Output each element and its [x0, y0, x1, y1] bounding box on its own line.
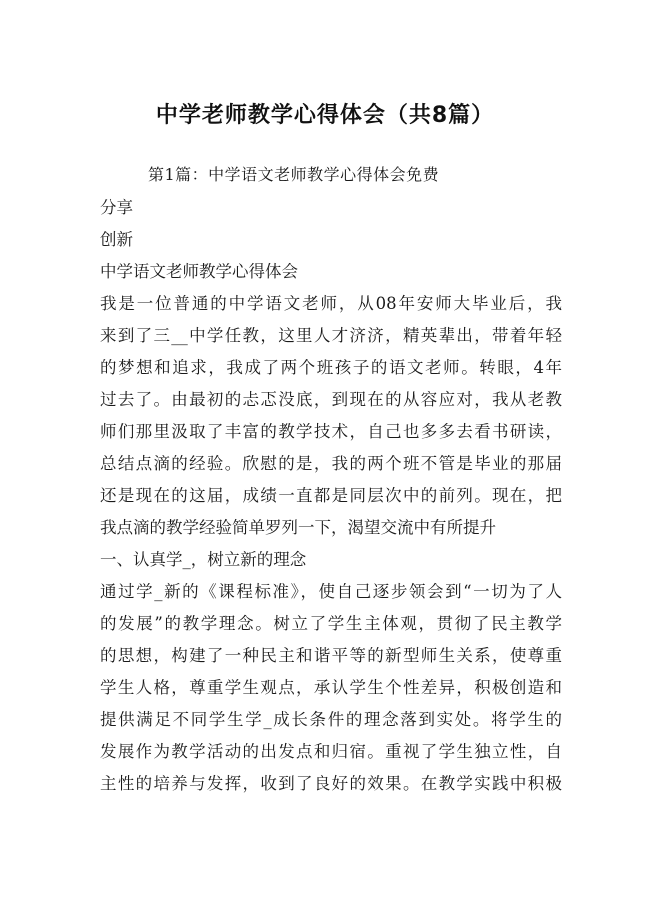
body-line: 通过学_新的《课程标准》，使自己逐步领会到“一切为了人	[100, 582, 562, 601]
body-line: 中学语文老师教学心得体会	[100, 262, 298, 281]
body-line: 还是现在的这届，成绩一直都是同层次中的前列。现在，把	[100, 486, 562, 505]
section-subtitle: 第1篇：中学语文老师教学心得体会免费	[148, 165, 440, 184]
body-line: 的梦想和追求，我成了两个班孩子的语文老师。转眼，4年	[100, 358, 562, 377]
body-line: 我是一位普通的中学语文老师，从08年安师大毕业后，我	[100, 294, 562, 313]
body-line: 的发展”的教学理念。树立了学生主体观，贯彻了民主教学	[100, 614, 562, 633]
body-line: 主性的培养与发挥，收到了良好的效果。在教学实践中积极	[100, 774, 562, 793]
body-line: 学生人格，尊重学生观点，承认学生个性差异，积极创造和	[100, 678, 562, 697]
document-body	[100, 192, 562, 800]
body-line: 创新	[100, 230, 133, 249]
body-line: 的思想，构建了一种民主和谐平等的新型师生关系，使尊重	[100, 646, 562, 665]
section-heading: 一、认真学_，树立新的理念	[100, 550, 307, 569]
body-line: 我点滴的教学经验简单罗列一下，渴望交流中有所提升	[100, 518, 496, 537]
body-line: 发展作为教学活动的出发点和归宿。重视了学生独立性，自	[100, 742, 562, 761]
body-line: 分享	[100, 198, 133, 217]
body-line: 师们那里汲取了丰富的教学技术，自己也多多去看书研读，	[100, 422, 562, 441]
body-line: 过去了。由最初的忐忑没底，到现在的从容应对，我从老教	[100, 390, 562, 409]
body-line: 提供满足不同学生学_成长条件的理念落到实处。将学生的	[100, 710, 562, 729]
body-line: 来到了三__中学任教，这里人才济济，精英辈出，带着年轻	[100, 326, 562, 345]
document-title: 中学老师教学心得体会（共8篇）	[155, 103, 495, 128]
body-line: 总结点滴的经验。欣慰的是，我的两个班不管是毕业的那届	[100, 454, 562, 473]
